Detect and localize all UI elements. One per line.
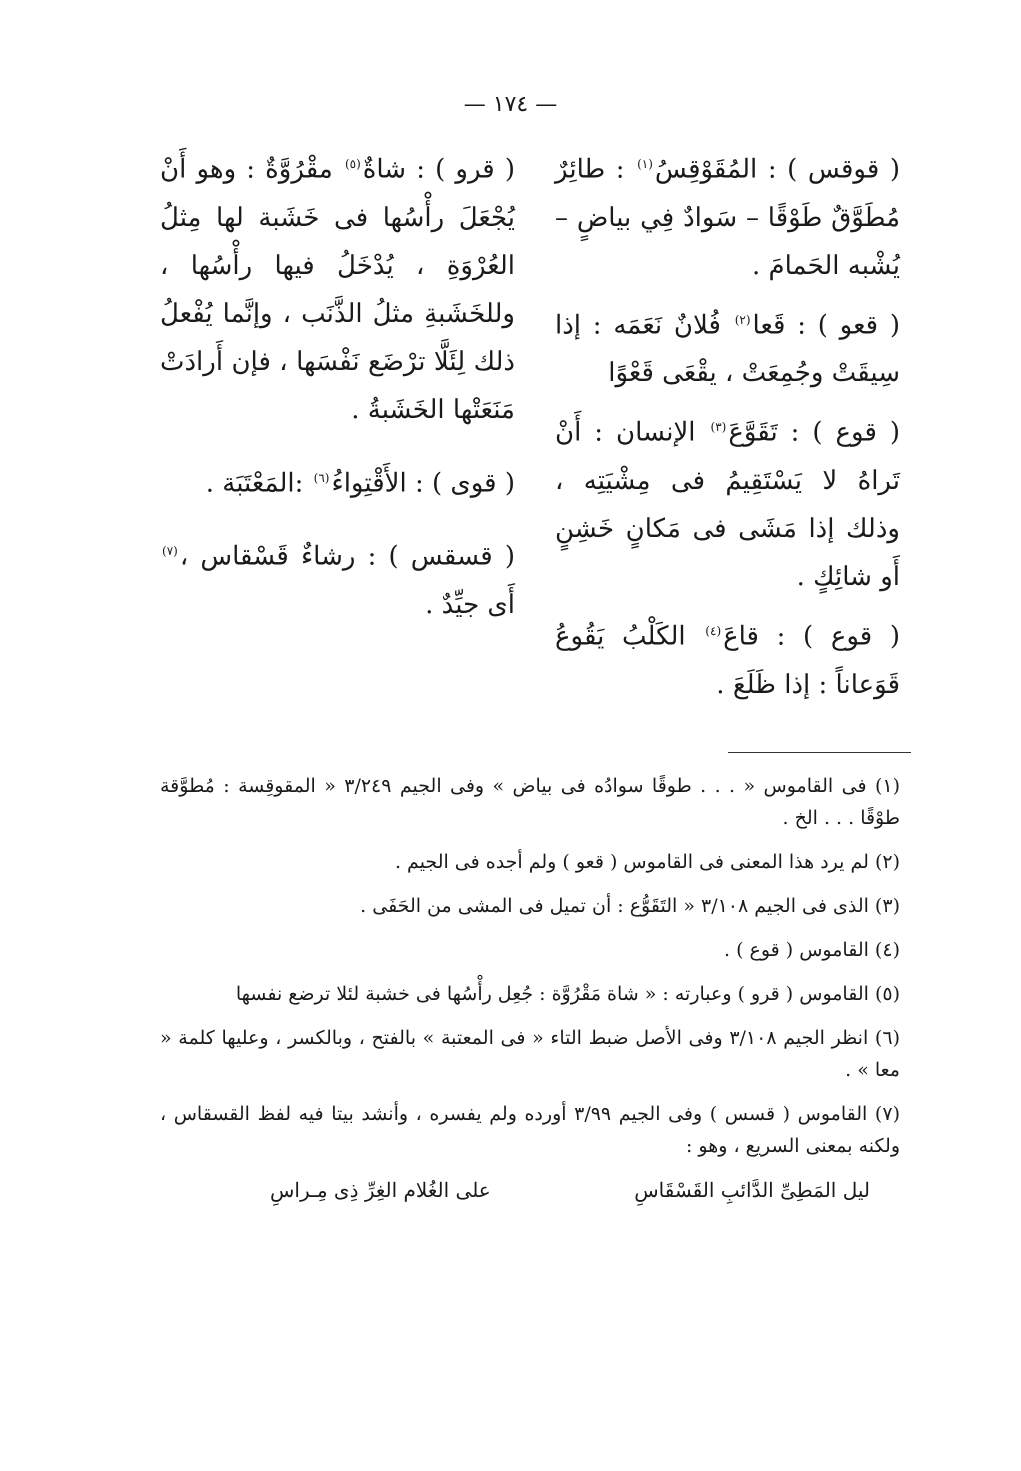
left-column bbox=[160, 140, 515, 649]
footnote: (٣) الذى فى الجيم ٣/١٠٨ « التَقَوُّع : أن تميل فى المشى من الحَفَى . bbox=[360, 895, 900, 917]
verse bbox=[270, 1174, 870, 1206]
entry: ( قوى ) : الأَقْتِواءُ$^{(٦)}$ :المَعْتَبَة . bbox=[205, 468, 515, 499]
footnote: (٦) انظر الجيم ٣/١٠٨ وفى الأصل ضبط التاء « فى المعتبة » بالفتح ، وبالكسر ، وعليها كلمة « معا » . bbox=[160, 1027, 900, 1081]
entry: ( قوقس ) : المُقَوْقِسُ$^{(١)}$ : طائِرٌ مُطَوَّقٌ طَوْقًا – سَوادٌ فِي بياضٍ – يُشْبه الحَمامَ . bbox=[555, 154, 900, 281]
entry: ( قرو ) : شاةٌ$^{(٥)}$ مقْرُوَّةٌ : وهو أَنْ يُجْعَلَ رأْسُها فى خَشَبة لها مِثلُ العُرْوَةِ ، يُدْخَلُ فيها رأْسُها ، وللخَشَبةِ مثلُ الذَّنَب ، وإنَّما يُفْعلُ ذلك لِئَلَّا ترْضَع نَفْسَها ، فإن أَرادَتْ مَنَعَتْها الخَشَبةُ . bbox=[160, 154, 516, 425]
entry: ( قوع ) : تَقَوَّعَ$^{(٣)}$ الإنسان : أَنْ تَراهُ لا يَسْتَقِيمُ فى مِشْيَتِه ، وذلك إذا مَشَى فى مَكانٍ خَشِنٍ أَو شائِكٍ . bbox=[555, 417, 900, 592]
verse-second-half: على الغُلام الغِرِّ ذِى مِـراسِ bbox=[270, 1178, 491, 1202]
footnotes bbox=[160, 770, 900, 1206]
entry: ( قعو ) : قَعا$^{(٢)}$ فُلانٌ نَعَمَه : إذا سِيقَتْ وجُمِعَتْ ، يقْعَى قَعْوًا bbox=[555, 310, 900, 389]
page-number: — ١٧٤ — bbox=[463, 92, 558, 117]
right-column bbox=[555, 140, 900, 715]
verse-first-half: ليل المَطِىِّ الدَّائبِ القَسْقَاسِ bbox=[634, 1178, 870, 1202]
footnote: (٥) القاموس ( قرو ) وعبارته : « شاة مَقْرُوَّة : جُعِل رأْسُها فى خشبة لئلا ترضع نفسها bbox=[235, 983, 900, 1005]
entry: ( قسقس ) : رشاءٌ قَسْقاس ،$^{(٧)}$ أَى جيِّدٌ . bbox=[162, 541, 515, 620]
footnote-divider bbox=[728, 752, 911, 753]
entry: ( قوع ) : قاعَ$^{(٤)}$ الكَلْبُ يَقُوعُ قَوَعاناً : إذا ظَلَعَ . bbox=[555, 621, 901, 700]
footnote: (٤) القاموس ( قوع ) . bbox=[723, 939, 900, 961]
footnote: (٢) لم يرد هذا المعنى فى القاموس ( قعو ) ولم أجده فى الجيم . bbox=[394, 851, 900, 873]
footnote: (١) فى القاموس « . . . طوقًا سوادُه فى بياض » وفى الجيم ٣/٢٤٩ « المقوقِسة : مُطوَّقة طوْقًا . . . الخ . bbox=[160, 775, 900, 829]
footnote: (٧) القاموس ( قسس ) وفى الجيم ٣/٩٩ أورده ولم يفسره ، وأنشد بيتا فيه لفظ القسقاس ، ولكنه بمعنى السريع ، وهو : bbox=[160, 1103, 900, 1157]
